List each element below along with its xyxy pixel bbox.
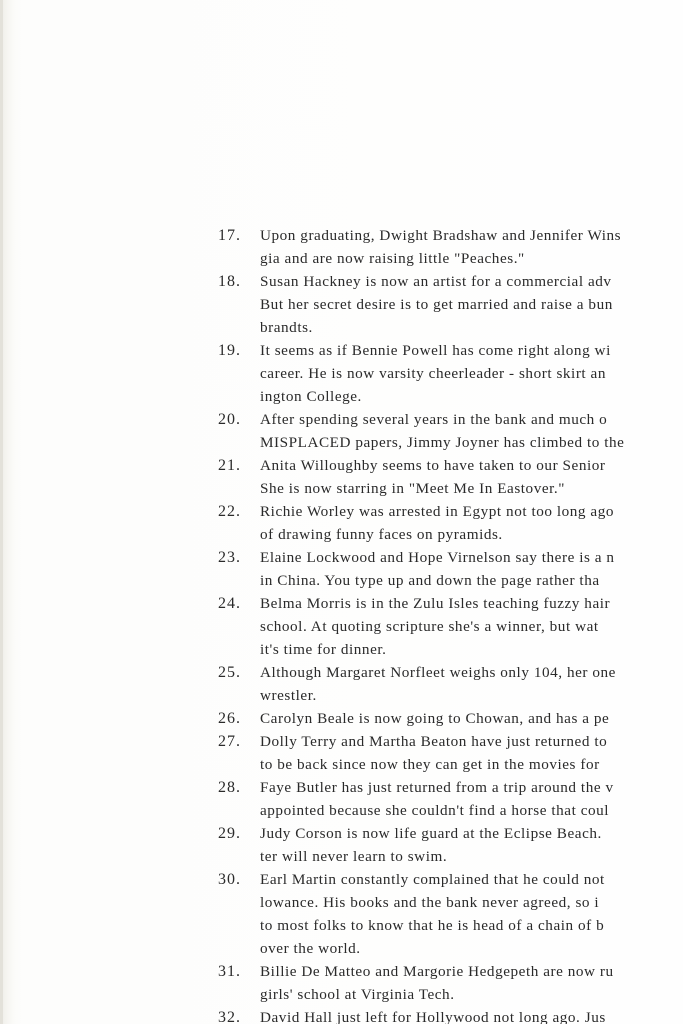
- list-item: [0, 661, 683, 707]
- list-item: [0, 730, 683, 776]
- item-number: 23.: [218, 549, 241, 566]
- item-text-line: girls' school at Virginia Tech.: [260, 986, 455, 1003]
- item-text-line: Although Margaret Norfleet weighs only 104, her one: [260, 664, 616, 681]
- item-text-line: to most folks to know that he is head of a chain of b: [260, 917, 605, 934]
- list-item: [0, 592, 683, 661]
- item-number: 25.: [218, 664, 241, 681]
- item-text-line: Belma Morris is in the Zulu Isles teaching fuzzy hair: [260, 595, 611, 612]
- item-text-line: appointed because she couldn't find a horse that coul: [260, 802, 610, 819]
- item-text-line: Earl Martin constantly complained that he could not: [260, 871, 605, 888]
- item-text-line: Dolly Terry and Martha Beaton have just returned to: [260, 733, 608, 750]
- item-text-line: Upon graduating, Dwight Bradshaw and Jennifer Wins: [260, 227, 622, 244]
- item-number: 26.: [218, 710, 241, 727]
- item-text-line: MISPLACED papers, Jimmy Joyner has climbed to the: [260, 434, 625, 451]
- item-number: 28.: [218, 779, 241, 796]
- item-text-line: Elaine Lockwood and Hope Virnelson say there is a n: [260, 549, 615, 566]
- item-text-line: brandts.: [260, 319, 313, 336]
- item-number: 29.: [218, 825, 241, 842]
- item-text-line: Anita Willoughby seems to have taken to our Senior: [260, 457, 606, 474]
- item-text-line: After spending several years in the bank and much o: [260, 411, 608, 428]
- list-item: [0, 224, 683, 270]
- item-number: 18.: [218, 273, 241, 290]
- list-item: [0, 776, 683, 822]
- item-text-line: ington College.: [260, 388, 362, 405]
- item-text-line: career. He is now varsity cheerleader - short skirt an: [260, 365, 606, 382]
- item-text-line: it's time for dinner.: [260, 641, 387, 658]
- item-text-line: to be back since now they can get in the movies for: [260, 756, 600, 773]
- item-text-line: of drawing funny faces on pyramids.: [260, 526, 503, 543]
- item-text-line: in China. You type up and down the page rather tha: [260, 572, 600, 589]
- item-number: 30.: [218, 871, 241, 888]
- list-item: [0, 1006, 683, 1024]
- list-item: [0, 868, 683, 960]
- item-text-line: Faye Butler has just returned from a trip around the v: [260, 779, 614, 796]
- prophecy-list: [0, 224, 683, 1024]
- list-item: [0, 270, 683, 339]
- item-text-line: Susan Hackney is now an artist for a commercial adv: [260, 273, 612, 290]
- item-text-line: It seems as if Bennie Powell has come right along wi: [260, 342, 611, 359]
- item-text-line: lowance. His books and the bank never agreed, so i: [260, 894, 600, 911]
- item-number: 19.: [218, 342, 241, 359]
- item-number: 32.: [218, 1009, 241, 1024]
- list-item: [0, 960, 683, 1006]
- list-item: [0, 408, 683, 454]
- item-text-line: Judy Corson is now life guard at the Eclipse Beach.: [260, 825, 602, 842]
- item-text-line: But her secret desire is to get married and raise a bun: [260, 296, 613, 313]
- list-item: [0, 500, 683, 546]
- item-text-line: Carolyn Beale is now going to Chowan, and has a pe: [260, 710, 610, 727]
- item-text-line: school. At quoting scripture she's a winner, but wat: [260, 618, 599, 635]
- list-item: [0, 822, 683, 868]
- item-text-line: wrestler.: [260, 687, 317, 704]
- item-text-line: Billie De Matteo and Margorie Hedgepeth are now ru: [260, 963, 614, 980]
- list-item: [0, 707, 683, 730]
- item-text-line: David Hall just left for Hollywood not long ago. Jus: [260, 1009, 606, 1024]
- item-text-line: Richie Worley was arrested in Egypt not too long ago: [260, 503, 614, 520]
- item-text-line: over the world.: [260, 940, 361, 957]
- list-item: [0, 454, 683, 500]
- item-number: 21.: [218, 457, 241, 474]
- item-text-line: ter will never learn to swim.: [260, 848, 448, 865]
- item-number: 24.: [218, 595, 241, 612]
- item-number: 31.: [218, 963, 241, 980]
- item-number: 17.: [218, 227, 241, 244]
- item-text-line: gia and are now raising little "Peaches.": [260, 250, 525, 267]
- list-item: [0, 546, 683, 592]
- item-number: 27.: [218, 733, 241, 750]
- item-number: 22.: [218, 503, 241, 520]
- list-item: [0, 339, 683, 408]
- item-text-line: She is now starring in "Meet Me In Eastover.": [260, 480, 565, 497]
- item-number: 20.: [218, 411, 241, 428]
